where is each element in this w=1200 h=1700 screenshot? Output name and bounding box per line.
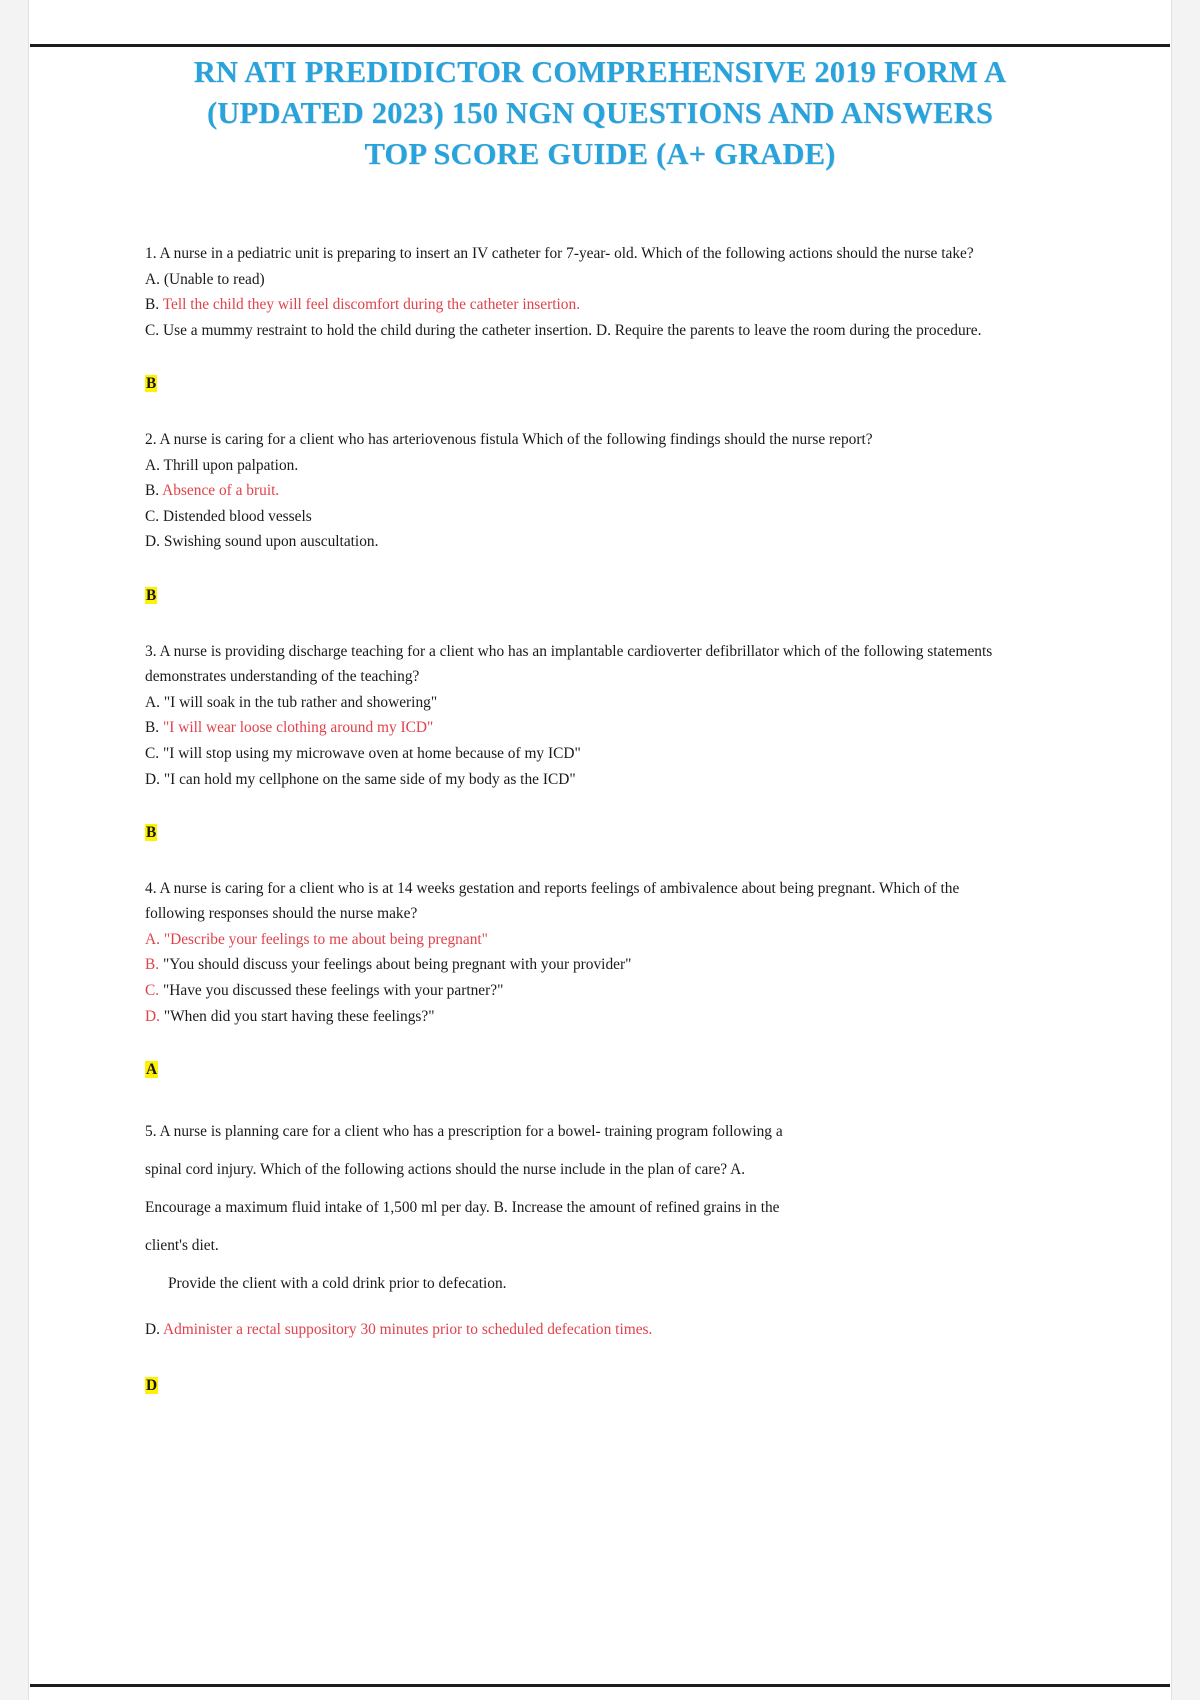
option-text: Use a mummy restraint to hold the child during the catheter insertion. D. Require the parents to leave the room during the procedure. (162, 321, 982, 339)
option-text: "I will soak in the tub rather and showering" (163, 693, 438, 711)
option-letter: D. (145, 1320, 160, 1338)
option-text: "I can hold my cellphone on the same side of my body as the ICD" (163, 770, 576, 788)
option-text: "I will stop using my microwave oven at home because of my ICD" (162, 744, 581, 762)
option-a (145, 453, 1020, 479)
question-block-3 (0, 639, 1200, 793)
spacer (0, 792, 1200, 820)
question-block-2 (0, 427, 1200, 555)
question-stem-line-3: Encourage a maximum fluid intake of 1,500 ml per day. B. Increase the amount of refined grains in the (145, 1198, 780, 1216)
option-text: Distended blood vessels (162, 507, 312, 525)
option-a (145, 690, 1020, 716)
question-stem: 2. A nurse is caring for a client who has arteriovenous fistula Which of the following findings should the nurse report? (145, 430, 873, 448)
spacer (0, 175, 1200, 241)
option-text: "I will wear loose clothing around my ICD" (162, 719, 434, 737)
question-block-4 (0, 876, 1200, 1030)
question-stem: 3. A nurse is providing discharge teaching for a client who has an implantable cardioverter defibrillator which of the following statements demonstrates understanding of the teaching? (145, 642, 993, 686)
option-letter: B. (145, 296, 160, 314)
option-letter: B. (145, 482, 160, 500)
option-a (145, 267, 1020, 293)
spacer (0, 343, 1200, 371)
option-b (145, 715, 1020, 741)
option-letter: D. (145, 1007, 160, 1025)
option-text: Absence of a bruit. (162, 482, 280, 500)
spacer (0, 609, 1200, 639)
title-line-3: TOP SCORE GUIDE (A+ GRADE) (364, 137, 836, 171)
title-line-2: (UPDATED 2023) 150 NGN QUESTIONS AND ANSWERS (206, 96, 994, 130)
question-stem-line-4: client's diet. (145, 1236, 219, 1254)
option-text: "Describe your feelings to me about being pregnant" (163, 930, 488, 948)
spacer (0, 1029, 1200, 1057)
page-title (0, 0, 1200, 175)
spacer (0, 846, 1200, 876)
option-c (145, 978, 1020, 1004)
title-line-1: RN ATI PREDIDICTOR COMPREHENSIVE 2019 FORM A (193, 55, 1007, 89)
spacer (0, 555, 1200, 583)
option-text: (Unable to read) (163, 270, 265, 288)
option-text: "Have you discussed these feelings with your partner?" (162, 982, 504, 1000)
answer-letter: A (146, 1061, 158, 1079)
option-text: "When did you start having these feelings?" (163, 1007, 435, 1025)
question-stem: 1. A nurse in a pediatric unit is preparing to insert an IV catheter for 7-year- old. Which of the following actions should the nurse take? (145, 245, 974, 262)
spacer (0, 1083, 1200, 1113)
question-block-1 (0, 241, 1200, 343)
question-stem: 4. A nurse is caring for a client who is at 14 weeks gestation and reports feelings of ambivalence about being pregnant. Which of the following responses should the nurse make? (145, 879, 960, 923)
option-d (145, 767, 1020, 793)
option-c (145, 504, 1020, 530)
spacer (0, 397, 1200, 427)
answer-letter: B (146, 586, 157, 604)
answer-letter: B (146, 375, 157, 393)
answer-key-4 (0, 1057, 1200, 1083)
option-letter: B. (145, 956, 160, 974)
option-letter: C. (145, 744, 160, 762)
option-letter: B. (145, 719, 160, 737)
answer-key-5 (0, 1373, 1200, 1399)
option-b (145, 292, 1020, 318)
question-stem-line-1: 5. A nurse is planning care for a client who has a prescription for a bowel- training program following a (145, 1122, 783, 1140)
option-text: Administer a rectal suppository 30 minutes prior to scheduled defecation times. (162, 1320, 653, 1338)
option-b (145, 952, 1020, 978)
option-b (145, 478, 1020, 504)
option-letter: A. (145, 270, 160, 288)
option-c (145, 318, 1020, 344)
option-d (145, 1311, 1020, 1349)
answer-key-3 (0, 820, 1200, 846)
option-letter: C. (145, 507, 160, 525)
option-letter: A. (145, 930, 160, 948)
spacer (0, 1349, 1200, 1373)
option-d (145, 1004, 1020, 1030)
answer-letter: D (146, 1376, 158, 1394)
option-d (145, 529, 1020, 555)
option-c-unlettered: Provide the client with a cold drink prior to defecation. (168, 1274, 507, 1292)
option-letter: A. (145, 456, 160, 474)
answer-letter: B (146, 824, 157, 842)
answer-key-2 (0, 583, 1200, 609)
option-text: Swishing sound upon auscultation. (163, 533, 379, 551)
option-a (145, 927, 1020, 953)
option-text: "You should discuss your feelings about being pregnant with your provider" (162, 956, 632, 974)
option-c (145, 741, 1020, 767)
option-letter: D. (145, 533, 160, 551)
option-letter: C. (145, 982, 160, 1000)
option-text: Tell the child they will feel discomfort during the catheter insertion. (162, 296, 581, 314)
question-block-5 (0, 1113, 1200, 1349)
option-letter: C. (145, 321, 160, 339)
option-letter: D. (145, 770, 160, 788)
footer-rule (30, 1684, 1170, 1687)
answer-key-1 (0, 371, 1200, 397)
option-letter: A. (145, 693, 160, 711)
question-stem-line-2: spinal cord injury. Which of the following actions should the nurse include in the plan of care? A. (145, 1160, 746, 1178)
option-text: Thrill upon palpation. (163, 456, 299, 474)
